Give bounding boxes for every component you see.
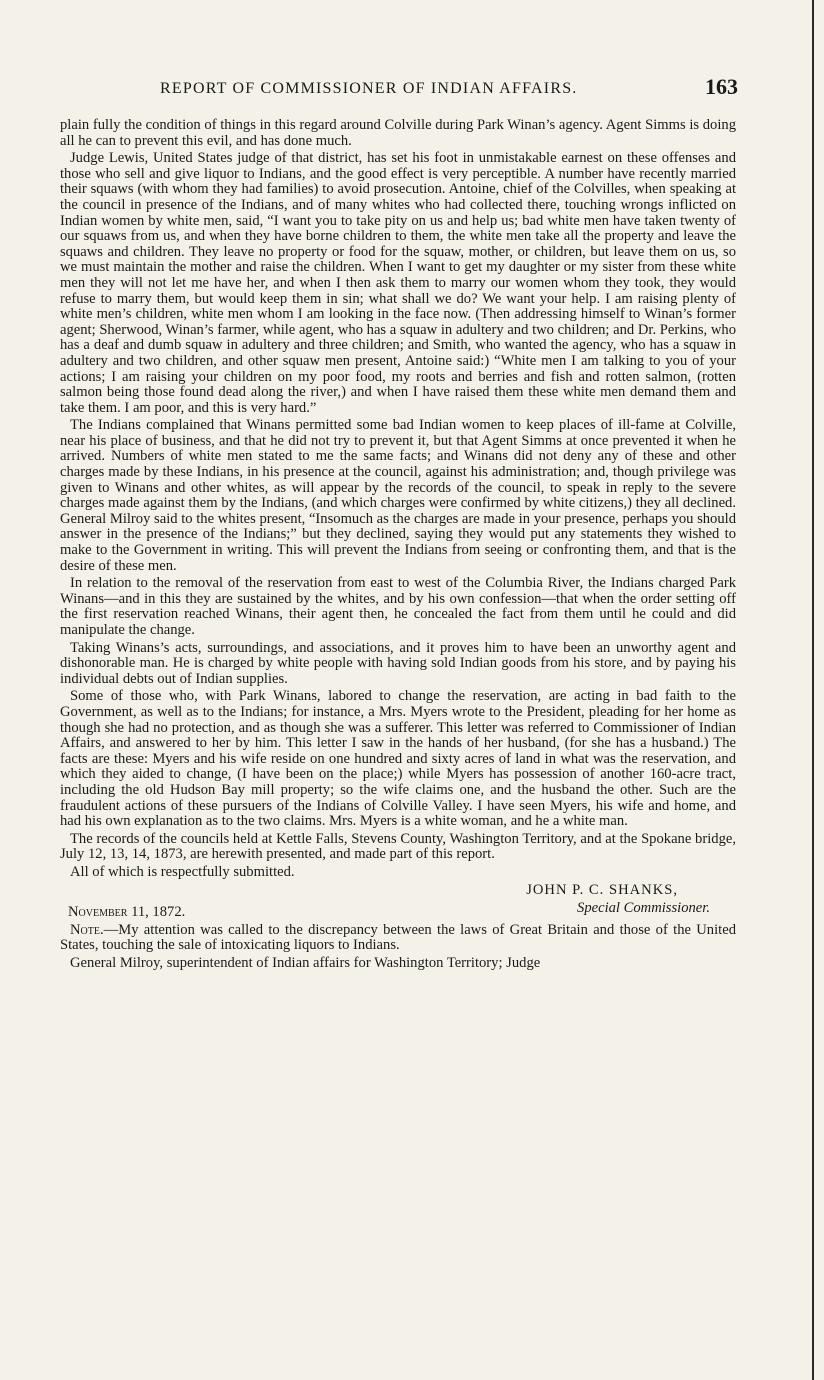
page-number: 163: [705, 74, 738, 99]
report-body: [60, 118, 736, 971]
running-title: REPORT OF COMMISSIONER OF INDIAN AFFAIRS.: [160, 80, 578, 97]
note-continuation: General Milroy, superintendent of Indian affairs for Washington Territory; Judge: [70, 954, 541, 971]
page-header: [60, 74, 740, 104]
page-edge-border: [812, 0, 814, 1380]
paragraph-council-records: The records of the councils held at Kettle Falls, Stevens County, Washington Territory, and at the Spokane bridge, July 12, 13, 14, 1873, are herewith presented, and made part of this report.: [60, 830, 736, 863]
paragraph-winans-acts: Taking Winans’s acts, surroundings, and associations, and it proves him to have been an unworthy agent and dishonorable man. He is charged by white people with having sold Indian goods from his store, and by paying his individual debts out of Indian supplies.: [60, 639, 736, 687]
signature-block: [60, 883, 736, 923]
signatory-name: JOHN P. C. SHANKS,: [526, 881, 678, 898]
paragraph-closing: All of which is respectfully submitted.: [70, 863, 295, 880]
paragraph-reservation-removal: In relation to the removal of the reservation from east to west of the Columbia River, the Indians charged Park Winans—and in this they are sustained by the whites, and by his own confession—that when the order setting off the first reservation reached Winans, their agent then, he concealed the fact from them until he could and did manipulate the change.: [60, 575, 736, 638]
note-paragraph: [60, 923, 736, 954]
note-label: Note.: [70, 921, 104, 938]
signatory-title: Special Commissioner.: [577, 899, 710, 916]
paragraph-myers: Some of those who, with Park Winans, labored to change the reservation, are acting in bad faith to the Government, as well as to the Indians; for instance, a Mrs. Myers wrote to the President, pleading for her home as though she had no protection, and as though she was a sufferer. This letter was referred to Commissioner of Indian Affairs, and answered to her by him. This letter I saw in the hands of her husband, (for she has a husband.) The facts are these: Myers and his wife reside on one hundred and sixty acres of land in what was the reservation, and which they aided to change, (I have been on the place;) while Myers has possession of another 160-acre tract, including the old Hudson Bay mill property; so the wife claims one, and the husband the other. Such are the fraudulent actions of these pursuers of the Indians of Colville Valley. I have seen Myers, his wife and home, and had his own explanation as to the two claims. Mrs. Myers is a white woman, and he a white man.: [60, 688, 736, 830]
note-text: —My attention was called to the discrepancy between the laws of Great Britain and those of the United States, touching the sale of intoxicating liquors to Indians.: [60, 921, 736, 954]
paragraph-judge-lewis: Judge Lewis, United States judge of that district, has set his foot in unmistakable earnest on these offenses and those who sell and give liquor to Indians, and the good effect is very perceptible. A number have recently married their squaws (with whom they had families) to avoid prosecution. Antoine, chief of the Colvilles, when speaking at the council in presence of the Indians, and of many whites who had collected there, touching wrongs inflicted on Indian women by white men, said, “I want you to take pity on us and help us; bad white men have taken twenty of our squaws from us, and when they have borne children to them, the white men take all the property and leave the squaws and children. They leave no property or food for the squaw, mother, or children, but leave them on us, so we must maintain the mother and raise the children. When I want to get my daughter or my sister from these white men they will not let me have her, and when I then ask them to marry our women whom they took, they would refuse to marry them, but would keep them in sin; what shall we do? We want your help. I am raising plenty of white men’s children, white men whom I am looking in the face now. (Then addressing himself to Winan’s former agent; Sherwood, Winan’s farmer, while agent, who has a squaw in adultery and two children; and Dr. Perkins, who has a deaf and dumb squaw in adultery and three children; and Smith, who wanted the agency, who has a squaw in adultery and two children, and other squaw men present, Antoine said:) “White men I am talking to you of your actions; I am raising your children on my poor food, my roots and berries and fish and rotten salmon, (rotten salmon being those found dead along the river,) and when I have raised them these white men demand them and take them. I am poor, and this is very hard.”: [60, 150, 736, 416]
paragraph-continuation: plain fully the condition of things in this regard around Colville during Park Winan’s agency. Agent Simms is doing all he can to prevent this evil, and has done much.: [60, 117, 736, 149]
paragraph-indian-complaints: The Indians complained that Winans permitted some bad Indian women to keep places of ill-fame at Colville, near his place of business, and that he did not try to prevent it, but that Agent Simms at once prevented it when he arrived. Numbers of white men stated to me the same facts; and Winans did not deny any of these and other charges made by these Indians, in his presence at the council, against his administration; and, though privilege was given to Winans and other whites, as will appear by the records of the council, to speak in reply to the severe charges made against them by the Indians, (and which charges were confirmed by white citizens,) they all declined. General Milroy said to the whites present, “Insomuch as the charges are made in your presence, perhaps you should answer in the presence of the Indians;” but they declined, saying they would put any statements they wished to make to the Government in writing. This will prevent the Indians from seeing or confronting them, and that is the desire of these men.: [60, 417, 736, 574]
report-date: November 11, 1872.: [68, 903, 186, 920]
